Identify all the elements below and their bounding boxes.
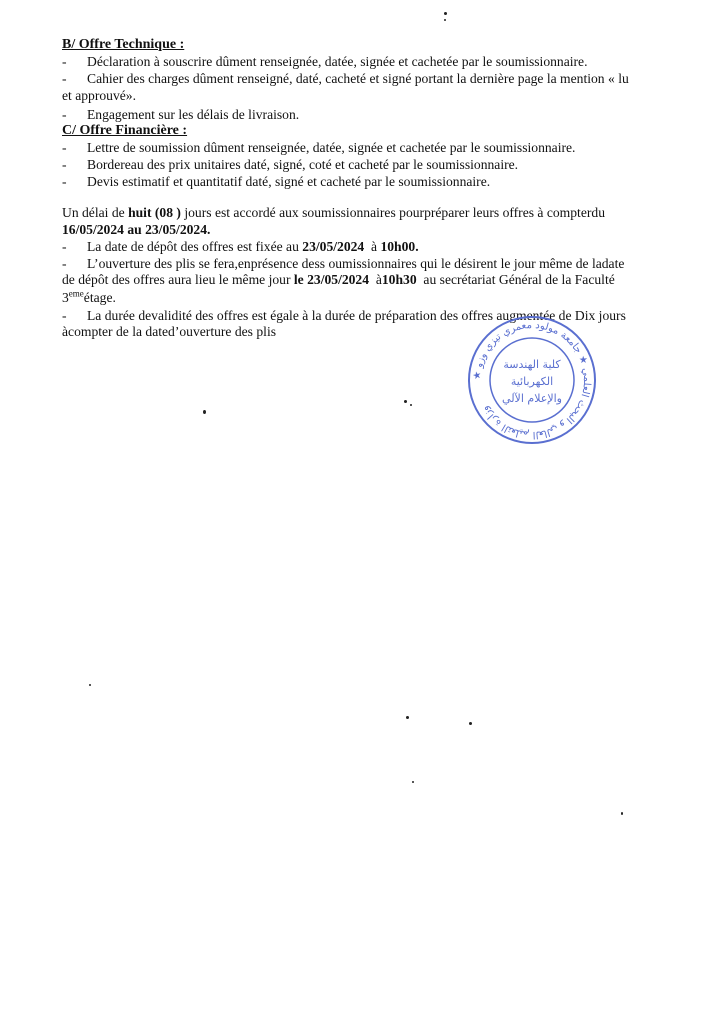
opening-line-3: [62, 289, 116, 306]
bullet-dash: -: [62, 71, 67, 86]
scan-speck: [412, 781, 414, 783]
list-item-text: Devis estimatif et quantitatif daté, signé et cacheté par le soumissionnaire.: [87, 174, 491, 189]
bullet-dash: -: [62, 140, 67, 155]
floor-suffix: eme: [68, 288, 84, 299]
scan-speck: [203, 410, 206, 414]
opening-prefix: de dépôt des offres aura lieu le même jour: [62, 272, 294, 287]
bullet-dash: -: [62, 308, 67, 323]
list-item-text: Bordereau des prix unitaires daté, signé, coté et cacheté par le soumissionnaire.: [87, 157, 519, 172]
section-c-title: C/ Offre Financière :: [62, 123, 188, 138]
deposit-text: [87, 238, 419, 255]
scan-speck: [410, 404, 412, 406]
scan-speck: [89, 684, 91, 686]
scan-speck: [404, 400, 407, 403]
bullet-dash: -: [62, 174, 67, 189]
section-b-title: B/ Offre Technique :: [62, 37, 185, 52]
opening-mid: à: [369, 272, 382, 287]
bullet-dash: -: [62, 54, 67, 69]
opening-date: le 23/05/2024: [293, 272, 370, 287]
list-item-text: Engagement sur les délais de livraison.: [87, 107, 300, 122]
stamp-center-line: والإعلام الآلي: [502, 392, 562, 405]
delay-rest: jours est accordé aux soumissionnaires pourpréparer leurs offres à compterdu: [180, 205, 605, 220]
list-item-continuation: et approuvé».: [62, 88, 136, 103]
stamp-center-line: كلية الهندسة: [503, 358, 561, 371]
bullet-dash: -: [62, 239, 67, 254]
delay-paragraph: [62, 204, 605, 221]
bullet-dash: -: [62, 157, 67, 172]
list-item-text: Cahier des charges dûment renseigné, daté, cacheté et signé portant la dernière page la mention « lu: [87, 71, 629, 86]
validity-line-1: La durée devalidité des offres est égale à la durée de préparation des offres augmentée de Dix jours: [87, 308, 626, 323]
deposit-time: 10h00.: [380, 239, 419, 254]
list-item-text: Déclaration à souscrire dûment renseignée, datée, signée et cachetée par le soumissionnaire.: [87, 54, 588, 69]
official-stamp: [466, 314, 598, 446]
delay-period: 16/05/2024 au 23/05/2024.: [62, 222, 211, 237]
scan-speck: [444, 12, 447, 15]
opening-time: 10h30: [381, 272, 417, 287]
bullet-dash: -: [62, 107, 67, 122]
scan-speck: [406, 716, 409, 719]
opening-line-2: [62, 271, 615, 288]
validity-line-2: àcompter de la dated’ouverture des plis: [62, 324, 277, 339]
opening-line-1: L’ouverture des plis se fera,enprésence dess oumissionnaires qui le désirent le jour même de ladate: [87, 256, 625, 271]
bullet-dash: -: [62, 256, 67, 271]
scan-speck: [444, 19, 446, 21]
floor-number: 3: [62, 290, 69, 305]
delay-days: huit: [128, 205, 152, 220]
deposit-prefix: La date de dépôt des offres est fixée au: [87, 239, 303, 254]
stamp-ring-textpath: ★ وزارة التعليم العالي و البحث العلمي ★ جامعة مولود معمري تيزي وزو: [471, 319, 593, 441]
opening-rest: au secrétariat Général de la Faculté: [416, 272, 615, 287]
delay-number: (08 ): [151, 205, 181, 220]
delay-prefix: Un délai de: [62, 205, 129, 220]
scan-speck: [469, 722, 472, 725]
floor-label: étage.: [83, 290, 116, 305]
deposit-mid: à: [364, 239, 381, 254]
stamp-center-line: الكهربائية: [510, 375, 554, 388]
list-item-text: Lettre de soumission dûment renseignée, datée, signée et cachetée par le soumissionnaire.: [87, 140, 576, 155]
deposit-date: 23/05/2024: [302, 239, 365, 254]
scan-speck: [621, 812, 623, 815]
